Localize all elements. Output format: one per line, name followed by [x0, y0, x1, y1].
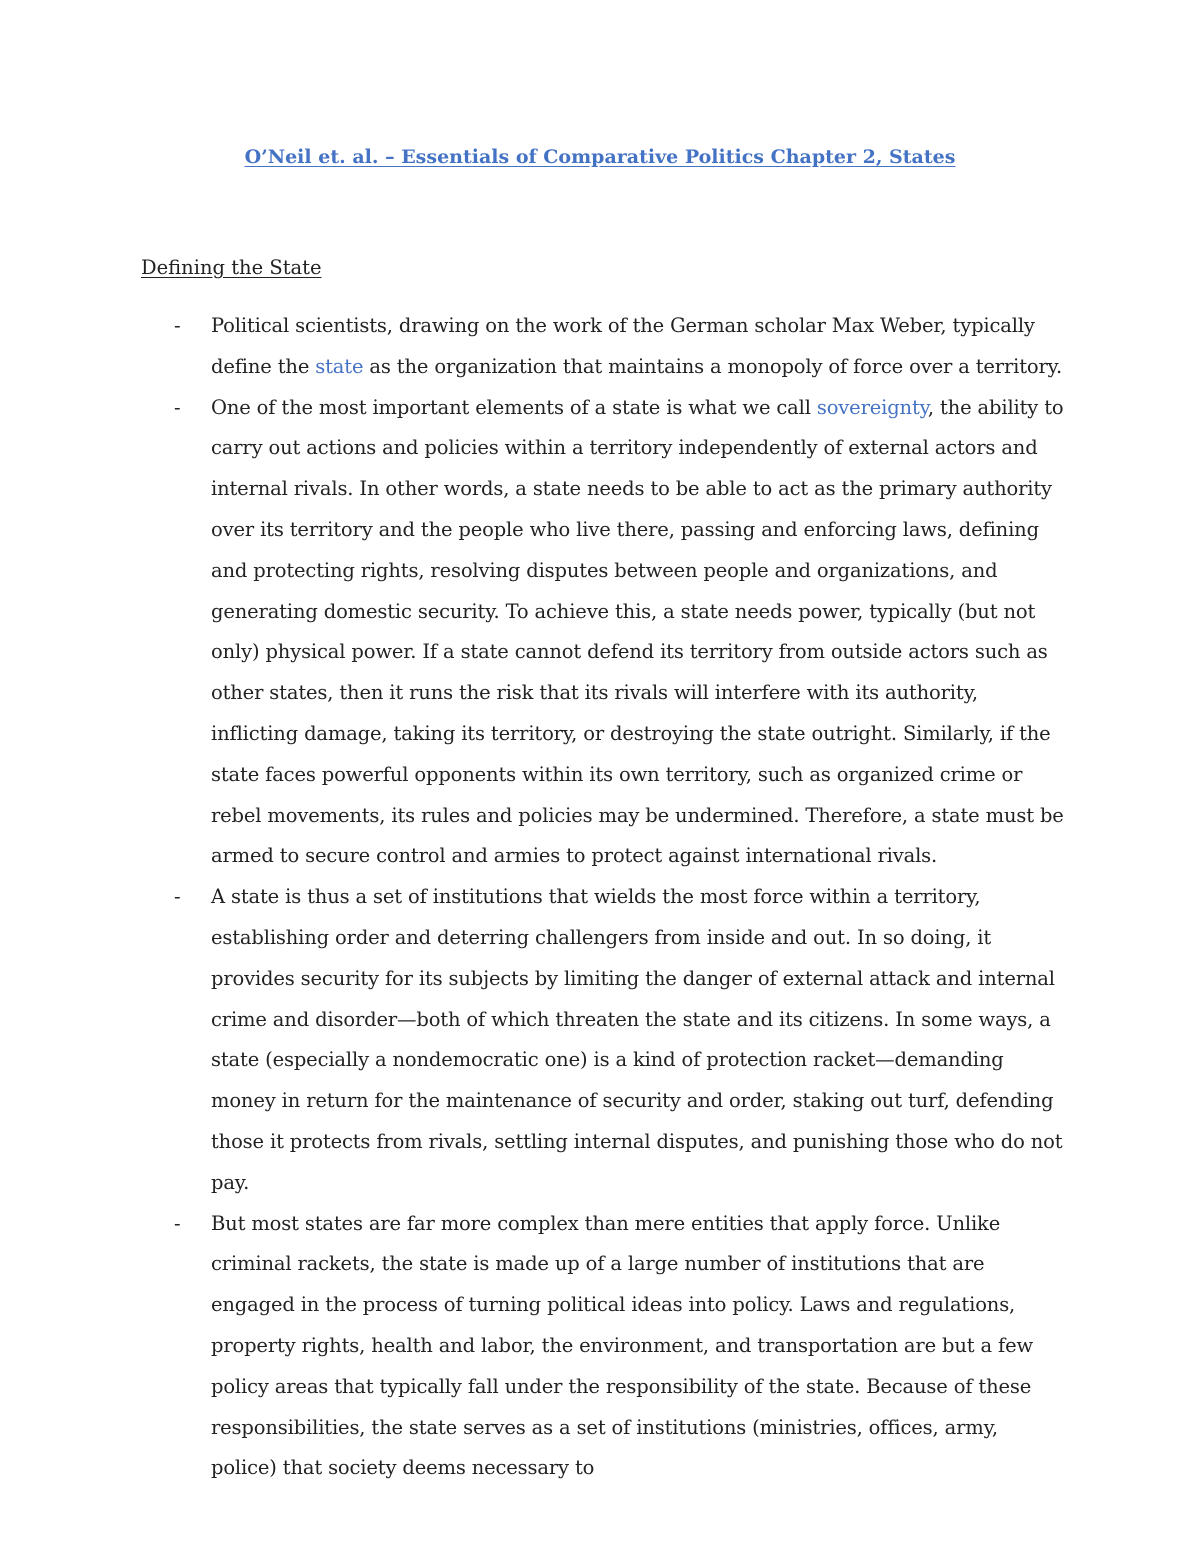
bullet-dash: -	[174, 1211, 181, 1235]
bullet-list	[0, 306, 1200, 1489]
section-heading: Defining the State	[141, 256, 322, 279]
bullet-text: One of the most important elements of a state is what we call	[211, 395, 817, 419]
bullet-text: A state is thus a set of institutions that wields the most force within a territory, establishing order and deterring challengers from inside and out. In so doing, it provides security for its subjects by limiting the danger of external attack and internal crime and disorder—both of which threaten the state and its citizens. In some ways, a state (especially a nondemocratic one) is a kind of protection racket—demanding money in return for the maintenance of security and order, staking out turf, defending those it protects from rivals, settling internal disputes, and punishing those who do not pay.	[211, 885, 1063, 1194]
bullet-text: Political scientists, drawing on the work of the German scholar Max Weber, typically define the	[211, 314, 1035, 378]
bullet-dash: -	[174, 885, 181, 909]
bullet-dash: -	[174, 395, 181, 419]
bullet-text: , the ability to carry out actions and policies within a territory independently of external actors and internal rivals. In other words, a state needs to be able to act as the primary authority over its territory and the people who live there, passing and enforcing laws, defining and protecting rights, resolving disputes between people and organizations, and generating domestic security. To achieve this, a state needs power, typically (but not only) physical power. If a state cannot defend its territory from outside actors such as other states, then it runs the risk that its rivals will interfere with its authority, inflicting damage, taking its territory, or destroying the state outright. Similarly, if the state faces powerful opponents within its own territory, such as organized crime or rebel movements, its rules and policies may be undermined. Therefore, a state must be armed to secure control and armies to protect against international rivals.	[211, 395, 1064, 868]
bullet-text: But most states are far more complex than mere entities that apply force. Unlike criminal rackets, the state is made up of a large number of institutions that are engaged in the process of turning political ideas into policy. Laws and regulations, property rights, health and labor, the environment, and transportation are but a few policy areas that typically fall under the responsibility of the state. Because of these responsibilities, the state serves as a set of institutions (ministries, offices, army, police) that society deems necessary to	[211, 1211, 1034, 1480]
list-item	[0, 388, 1066, 878]
document-title: O’Neil et. al. – Essentials of Comparative Politics Chapter 2, States	[244, 146, 956, 168]
bullet-text: as the organization that maintains a monopoly of force over a territory.	[363, 354, 1062, 378]
key-term: state	[315, 354, 364, 378]
list-item	[0, 877, 1066, 1203]
key-term: sovereignty	[816, 395, 928, 419]
bullet-dash: -	[174, 314, 181, 337]
list-item	[0, 306, 1066, 388]
list-item	[0, 1204, 1066, 1490]
